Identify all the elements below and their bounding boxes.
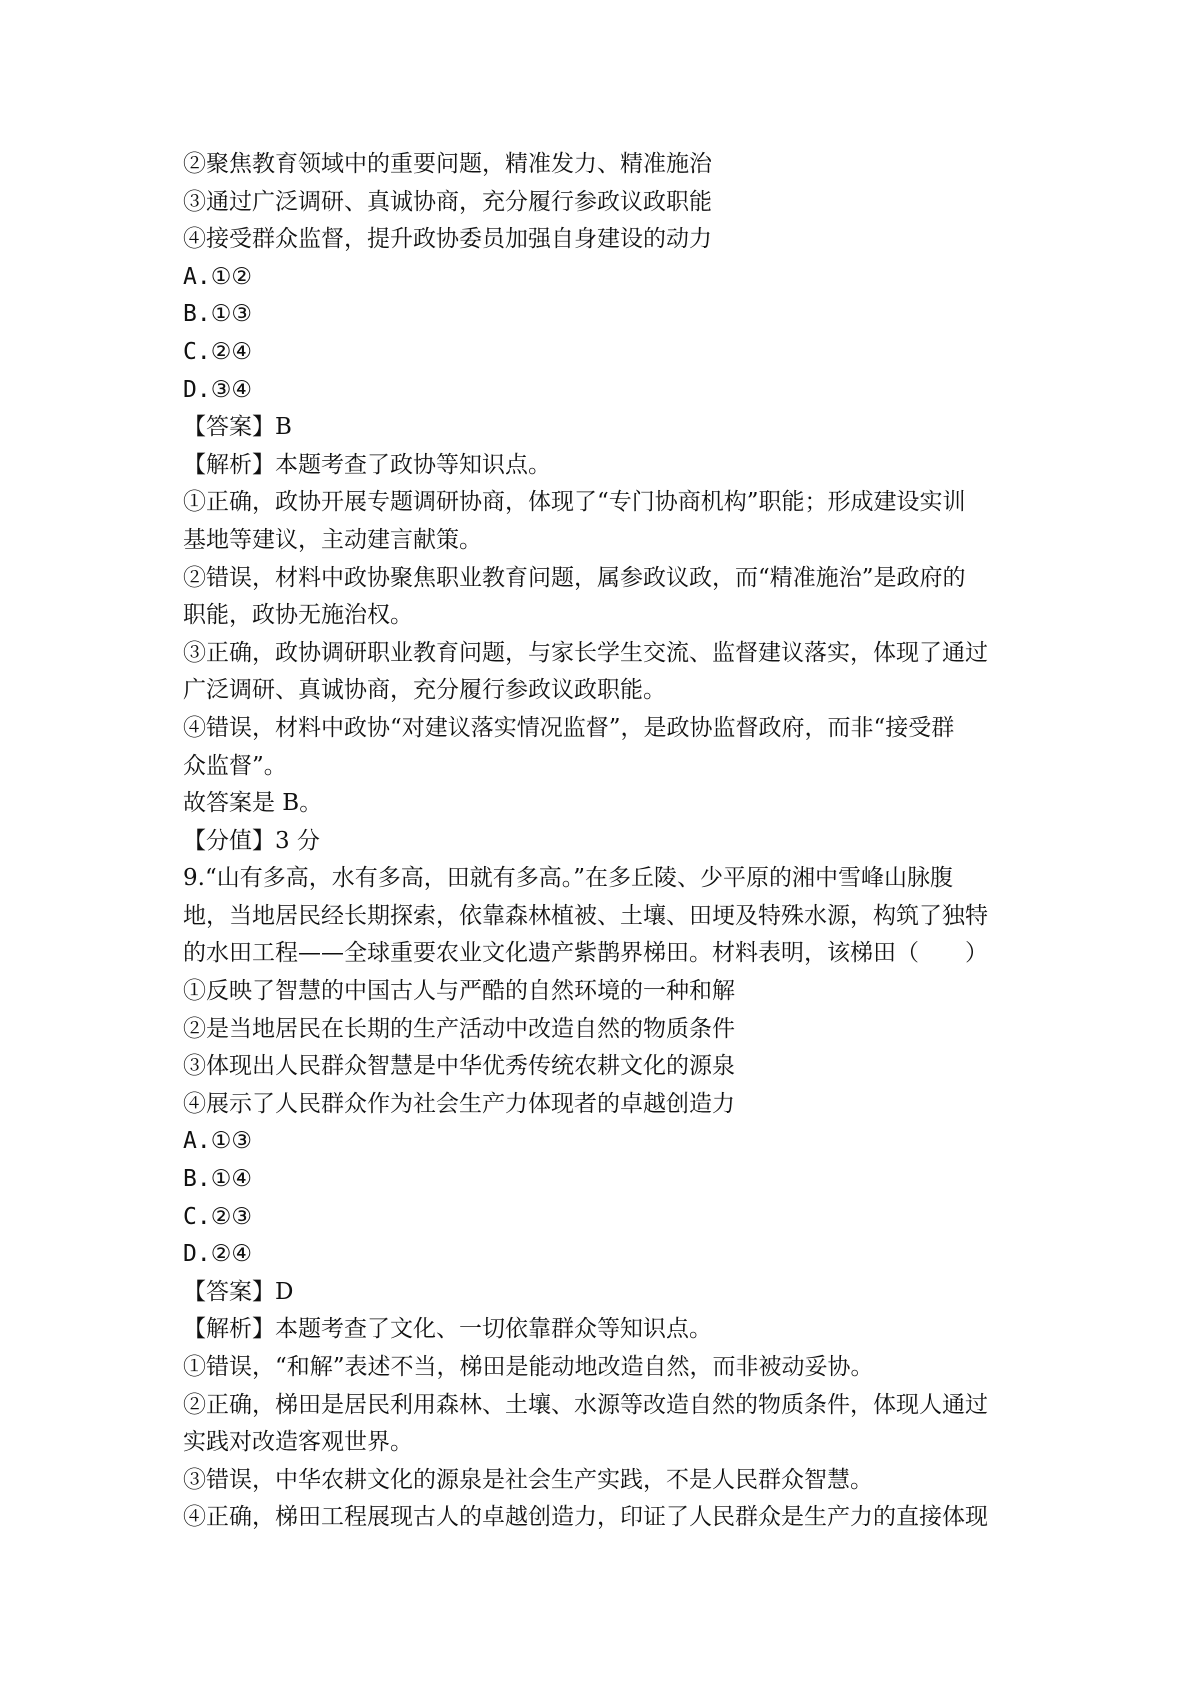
question-9-text: 的水田工程——全球重要农业文化遗产紫鹊界梯田。材料表明，该梯田（ ） [183, 940, 988, 967]
conclusion-line: 故答案是 B。 [183, 790, 323, 817]
option-statement-3: ③体现出人民群众智慧是中华优秀传统农耕文化的源泉 [183, 1053, 735, 1080]
option-statement-1: ①反映了智慧的中国古人与严酷的自然环境的一种和解 [183, 978, 735, 1005]
analysis-text: ④正确，梯田工程展现古人的卓越创造力，印证了人民群众是生产力的直接体现 [183, 1504, 988, 1531]
score-line: 【分值】3 分 [183, 827, 320, 854]
option-statement-3: ③通过广泛调研、真诚协商，充分履行参政议政职能 [183, 188, 712, 215]
analysis-text: 基地等建议，主动建言献策。 [183, 526, 482, 553]
analysis-text: ②错误，材料中政协聚焦职业教育问题，属参政议政，而“精准施治”是政府的 [183, 564, 966, 591]
option-statement-4: ④接受群众监督，提升政协委员加强自身建设的动力 [183, 226, 712, 253]
choice-b: B.①④ [183, 1166, 252, 1193]
answer-line: 【答案】D [183, 1278, 294, 1305]
analysis-text: 众监督”。 [183, 752, 287, 779]
analysis-text: ④错误，材料中政协“对建议落实情况监督”，是政协监督政府，而非“接受群 [183, 714, 955, 741]
option-statement-4: ④展示了人民群众作为社会生产力体现者的卓越创造力 [183, 1090, 735, 1117]
question-9-text: 地，当地居民经长期探索，依靠森林植被、土壤、田埂及特殊水源，构筑了独特 [183, 902, 988, 929]
analysis-text: ③错误，中华农耕文化的源泉是社会生产实践，不是人民群众智慧。 [183, 1466, 873, 1493]
choice-a: A.①③ [183, 1128, 252, 1155]
analysis-text: 职能，政协无施治权。 [183, 602, 413, 629]
choice-c: C.②③ [183, 1203, 252, 1230]
analysis-heading: 【解析】本题考查了文化、一切依靠群众等知识点。 [183, 1316, 712, 1343]
choice-d: D.③④ [183, 376, 252, 403]
answer-line: 【答案】B [183, 414, 292, 441]
analysis-text: ③正确，政协调研职业教育问题，与家长学生交流、监督建议落实，体现了通过 [183, 639, 988, 666]
analysis-heading: 【解析】本题考查了政协等知识点。 [183, 451, 551, 478]
option-statement-2: ②聚焦教育领域中的重要问题，精准发力、精准施治 [183, 151, 712, 177]
analysis-text: 广泛调研、真诚协商，充分履行参政议政职能。 [183, 677, 666, 704]
option-statement-2: ②是当地居民在长期的生产活动中改造自然的物质条件 [183, 1015, 735, 1042]
document-body [183, 146, 1033, 1537]
choice-a: A.①② [183, 263, 252, 290]
choice-b: B.①③ [183, 301, 252, 328]
analysis-text: ①正确，政协开展专题调研协商，体现了“专门协商机构”职能；形成建设实训 [183, 489, 966, 516]
analysis-text: ①错误，“和解”表述不当，梯田是能动地改造自然，而非被动妥协。 [183, 1354, 874, 1380]
analysis-text: 实践对改造客观世界。 [183, 1429, 413, 1456]
choice-c: C.②④ [183, 338, 252, 365]
question-9-text: 9.“山有多高，水有多高，田就有多高。”在多丘陵、少平原的湘中雪峰山脉腹 [183, 865, 953, 892]
choice-d: D.②④ [183, 1241, 252, 1268]
analysis-text: ②正确，梯田是居民利用森林、土壤、水源等改造自然的物质条件，体现人通过 [183, 1391, 988, 1418]
